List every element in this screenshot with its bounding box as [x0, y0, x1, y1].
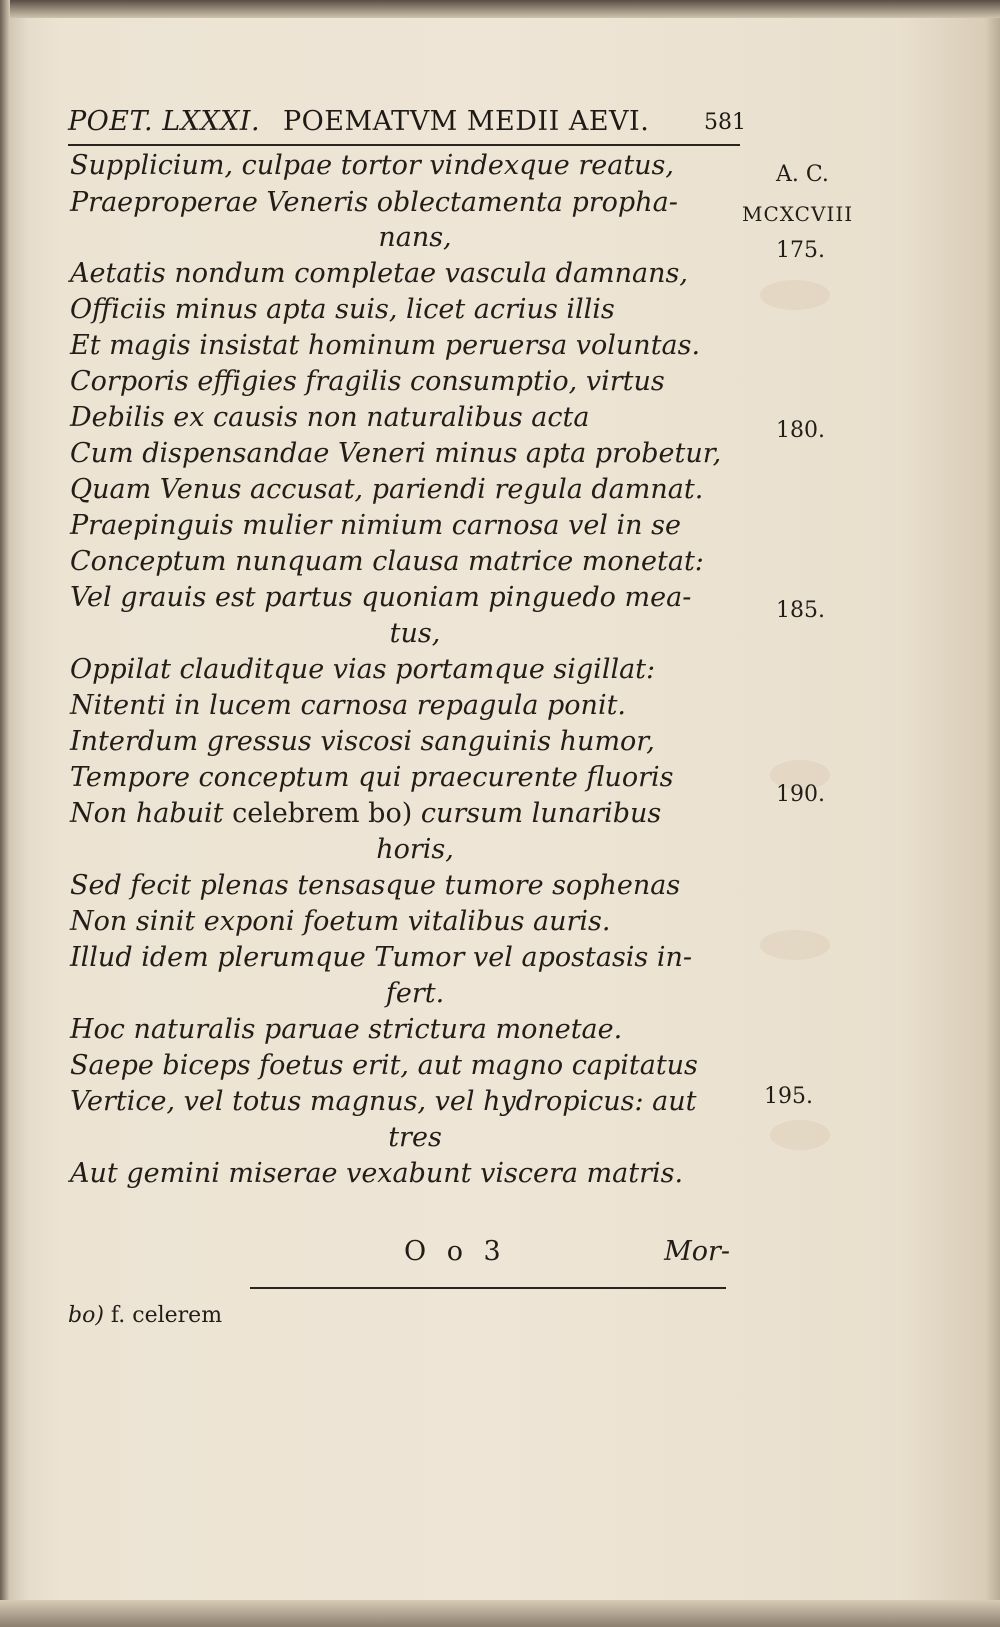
paper-stain	[760, 930, 830, 960]
paper-stain	[760, 280, 830, 310]
margin-year: MCXCVIII	[742, 202, 854, 226]
line-number: 185.	[776, 598, 825, 623]
verse-line: Et magis insistat hominum peruersa voluntas.	[70, 330, 701, 361]
line-number: 190.	[776, 782, 825, 807]
verse-line: Vertice, vel totus magnus, vel hydropicus: aut	[70, 1086, 697, 1117]
signature-mark: O o 3	[404, 1236, 507, 1267]
verse-line: Praepinguis mulier nimium carnosa vel in se	[70, 510, 681, 541]
poem-number: POET. LXXXI.	[68, 106, 261, 137]
verse-line: Supplicium, culpae tortor vindexque reatus,	[70, 150, 674, 181]
footnote-rule	[250, 1287, 726, 1289]
running-head	[68, 100, 746, 142]
paper-stain	[770, 1120, 830, 1150]
verse-line	[70, 796, 661, 832]
verse-line: Tempore conceptum qui praecurente fluoris	[70, 762, 674, 793]
verse-line-continuation: fert.	[385, 978, 445, 1009]
verse-fragment: cursum lunaribus	[420, 798, 662, 829]
footnoted-reading: celebrem bo)	[232, 798, 413, 829]
verse-line: Cum dispensandae Veneri minus apta probetur,	[70, 438, 722, 469]
running-title: POEMATVM MEDII AEVI.	[283, 106, 650, 137]
line-number: 195.	[764, 1084, 813, 1109]
verse-line: Aut gemini miserae vexabunt viscera matris.	[70, 1158, 684, 1189]
verse-line-continuation: nans,	[378, 222, 452, 253]
verse-line: Debilis ex causis non naturalibus acta	[70, 402, 590, 433]
verse-fragment: Non habuit	[70, 798, 224, 829]
catchword: Mor-	[664, 1236, 730, 1267]
header-rule	[68, 144, 740, 146]
page-top-edge	[0, 0, 1000, 18]
verse-line: Corporis effigies fragilis consumptio, virtus	[70, 366, 665, 397]
verse-line-continuation: horis,	[376, 834, 454, 865]
verse-line: Saepe biceps foetus erit, aut magno capitatus	[70, 1050, 698, 1081]
verse-line: Oppilat clauditque vias portamque sigillat:	[70, 654, 656, 685]
verse-line: Vel grauis est partus quoniam pinguedo mea-	[70, 582, 692, 613]
verse-line: Nitenti in lucem carnosa repagula ponit.	[70, 690, 627, 721]
verse-line: Aetatis nondum completae vascula damnans,	[70, 258, 688, 289]
footnote-text: f. celerem	[110, 1303, 223, 1328]
footnote-marker: bo)	[68, 1303, 104, 1328]
margin-era: A. C.	[776, 162, 829, 187]
verse-line-continuation: tus,	[389, 618, 441, 649]
catch-line	[70, 1236, 730, 1272]
verse-line: Officiis minus apta suis, licet acrius illis	[70, 294, 615, 325]
verse-line: Illud idem plerumque Tumor vel apostasis in-	[70, 942, 693, 973]
binding-edge	[0, 0, 10, 1627]
verse-line: Praeproperae Veneris oblectamenta propha-	[70, 187, 678, 218]
verse-line: Non sinit exponi foetum vitalibus auris.	[70, 906, 611, 937]
page-number: 581	[704, 110, 746, 135]
verse-line: Hoc naturalis paruae strictura monetae.	[70, 1014, 623, 1045]
verse-line-continuation: tres	[388, 1122, 442, 1153]
verse-line: Sed fecit plenas tensasque tumore sophenas	[70, 870, 681, 901]
line-number: 175.	[776, 238, 825, 263]
page-bottom-edge	[0, 1600, 1000, 1627]
footnote	[68, 1303, 222, 1328]
verse-line: Quam Venus accusat, pariendi regula damnat.	[70, 474, 704, 505]
verse-line: Conceptum nunquam clausa matrice monetat:	[70, 546, 704, 577]
verse-line: Interdum gressus viscosi sanguinis humor,	[70, 726, 655, 757]
line-number: 180.	[776, 418, 825, 443]
